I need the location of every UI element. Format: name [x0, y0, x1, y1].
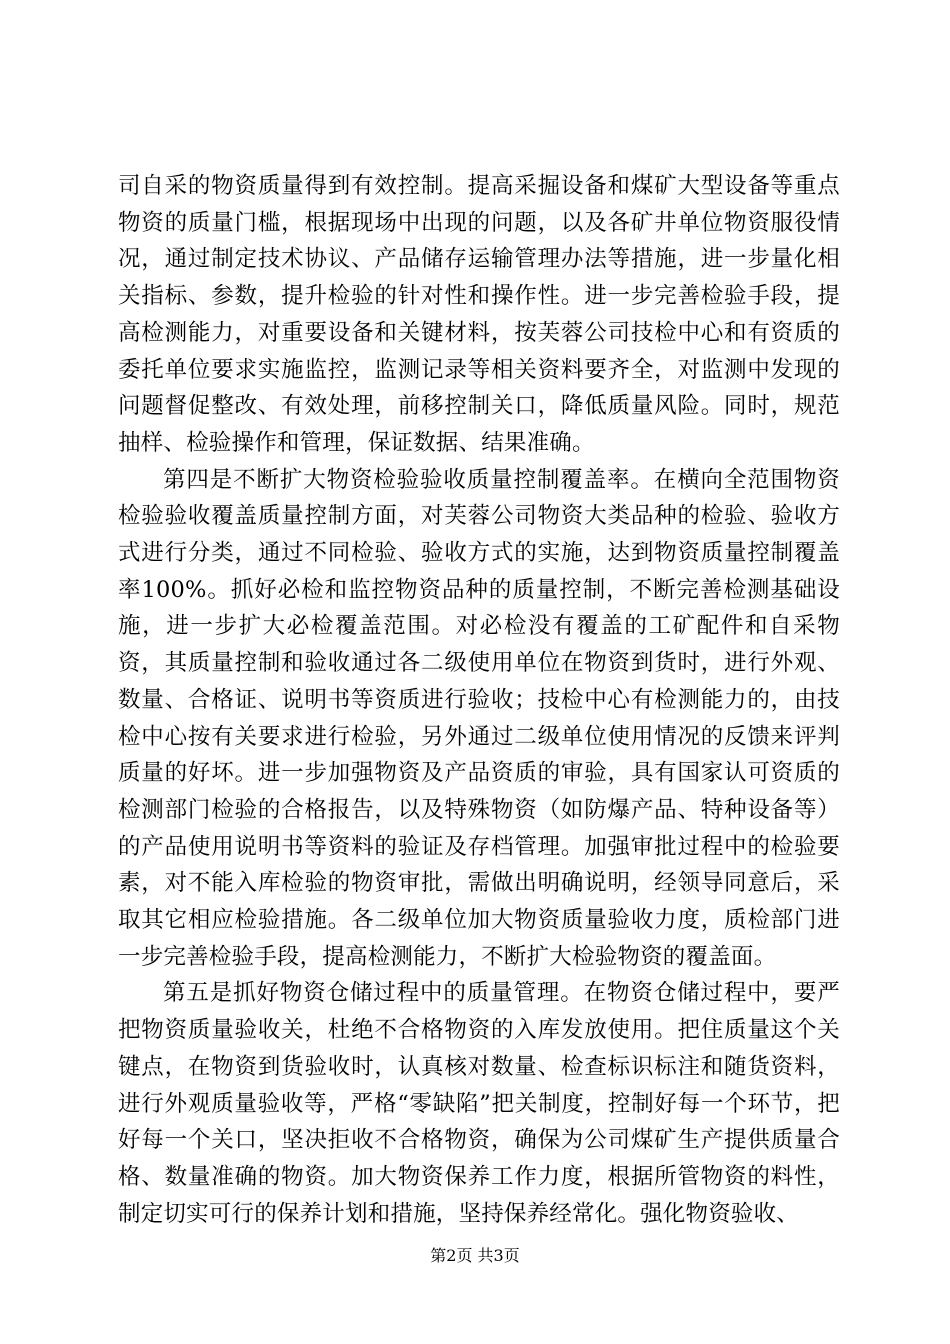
page-number-footer: 第2页 共3页: [430, 1246, 520, 1265]
paragraph-section-five: 第五是抓好物资仓储过程中的质量管理。在物资仓储过程中，要严把物资质量验收关，杜绝不合格物资的入库发放使用。把住质量这个关键点，在物资到货验收时，认真核对数量、检查标识标注和随货资料，进行外观质量验收等，严格“零缺陷”把关制度，控制好每一个环节，把好每一个关口，坚决拒收不合格物资，确保为公司煤矿生产提供质量合格、数量准确的物资。加大物资保养工作力度，根据所管物资的料性，制定切实可行的保养计划和措施，坚持保养经常化。强化物资验收、: [118, 980, 840, 1227]
paragraph-section-four: 第四是不断扩大物资检验验收质量控制覆盖率。在横向全范围物资检验验收覆盖质量控制方面，对芙蓉公司物资大类品种的检验、验收方式进行分类，通过不同检验、验收方式的实施，达到物资质量控制覆盖率100%。抓好必检和监控物资品种的质量控制，不断完善检测基础设施，进一步扩大必检覆盖范围。对必检没有覆盖的工矿配件和自采物资，其质量控制和验收通过各二级使用单位在物资到货时，进行外观、数量、合格证、说明书等资质进行验收；技检中心有检测能力的，由技检中心按有关要求进行检验，另外通过二级单位使用情况的反馈来评判质量的好坏。进一步加强物资及产品资质的审验，具有国家认可资质的检测部门检验的合格报告，以及特殊物资（如防爆产品、特种设备等）的产品使用说明书等资料的验证及存档管理。加强审批过程中的检验要素，对不能入库检验的物资审批，需做出明确说明，经领导同意后，采取其它相应检验措施。各二级单位加大物资质量验收力度，质检部门进一步完善检验手段，提高检测能力，不断扩大检验物资的覆盖面。: [118, 466, 840, 970]
paragraph-continuation: 司自采的物资质量得到有效控制。提高采掘设备和煤矿大型设备等重点物资的质量门槛，根据现场中出现的问题，以及各矿井单位物资服役情况，通过制定技术协议、产品储存运输管理办法等措施，进一步量化相关指标、参数，提升检验的针对性和操作性。进一步完善检验手段，提高检测能力，对重要设备和关键材料，按芙蓉公司技检中心和有资质的委托单位要求实施监控，监测记录等相关资料要齐全，对监测中发现的问题督促整改、有效处理，前移控制关口，降低质量风险。同时，规范抽样、检验操作和管理，保证数据、结果准确。: [118, 173, 840, 456]
document-body: [118, 168, 840, 1232]
